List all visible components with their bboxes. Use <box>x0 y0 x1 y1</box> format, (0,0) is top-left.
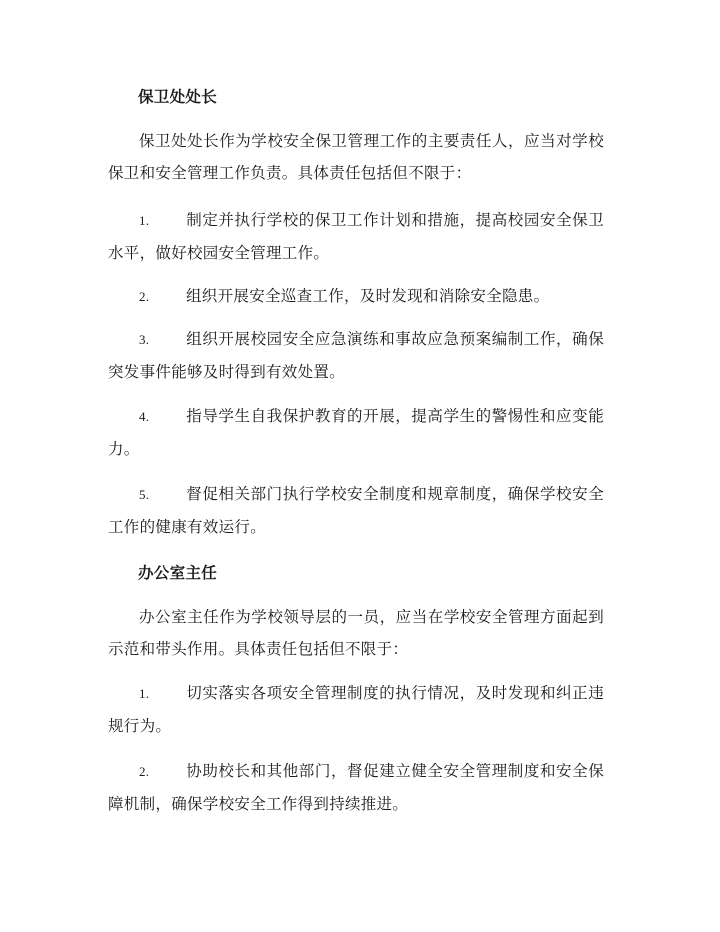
list-item-text: 指导学生自我保护教育的开展，提高学生的警惕性和应变能力。 <box>108 407 604 458</box>
list-item <box>108 280 604 313</box>
list-item-number: 5. <box>139 487 150 502</box>
list-item-number: 1. <box>139 213 150 228</box>
section-heading: 办公室主任 <box>138 563 218 582</box>
list-item <box>108 400 604 465</box>
list-item <box>108 478 604 543</box>
list-item <box>108 755 604 820</box>
list-item-number: 3. <box>139 332 150 347</box>
list-item <box>108 677 604 742</box>
list-item-text: 协助校长和其他部门，督促建立健全安全管理制度和安全保障机制，确保学校安全工作得到持续推进。 <box>108 762 604 813</box>
list-item-text: 制定并执行学校的保卫工作计划和措施，提高校园安全保卫水平，做好校园安全管理工作。 <box>108 211 604 262</box>
list-item-text: 督促相关部门执行学校安全制度和规章制度，确保学校安全工作的健康有效运行。 <box>108 485 604 536</box>
section-intro: 保卫处处长作为学校安全保卫管理工作的主要责任人，应当对学校保卫和安全管理工作负责。具体责任包括但不限于： <box>108 132 604 182</box>
section-intro: 办公室主任作为学校领导层的一员，应当在学校安全管理方面起到示范和带头作用。具体责任包括但不限于： <box>108 608 604 658</box>
list-item-number: 1. <box>139 686 150 701</box>
section-heading: 保卫处处长 <box>138 87 218 106</box>
list-item-number: 2. <box>139 289 150 304</box>
list-item-text: 组织开展校园安全应急演练和事故应急预案编制工作，确保突发事件能够及时得到有效处置。 <box>108 330 604 381</box>
list-item-text: 切实落实各项安全管理制度的执行情况，及时发现和纠正违规行为。 <box>108 684 604 735</box>
list-item <box>108 204 604 269</box>
list-item <box>108 323 604 388</box>
list-item-number: 4. <box>139 409 150 424</box>
list-item-number: 2. <box>139 764 150 779</box>
list-item-text: 组织开展安全巡查工作，及时发现和消除安全隐患。 <box>186 287 550 305</box>
